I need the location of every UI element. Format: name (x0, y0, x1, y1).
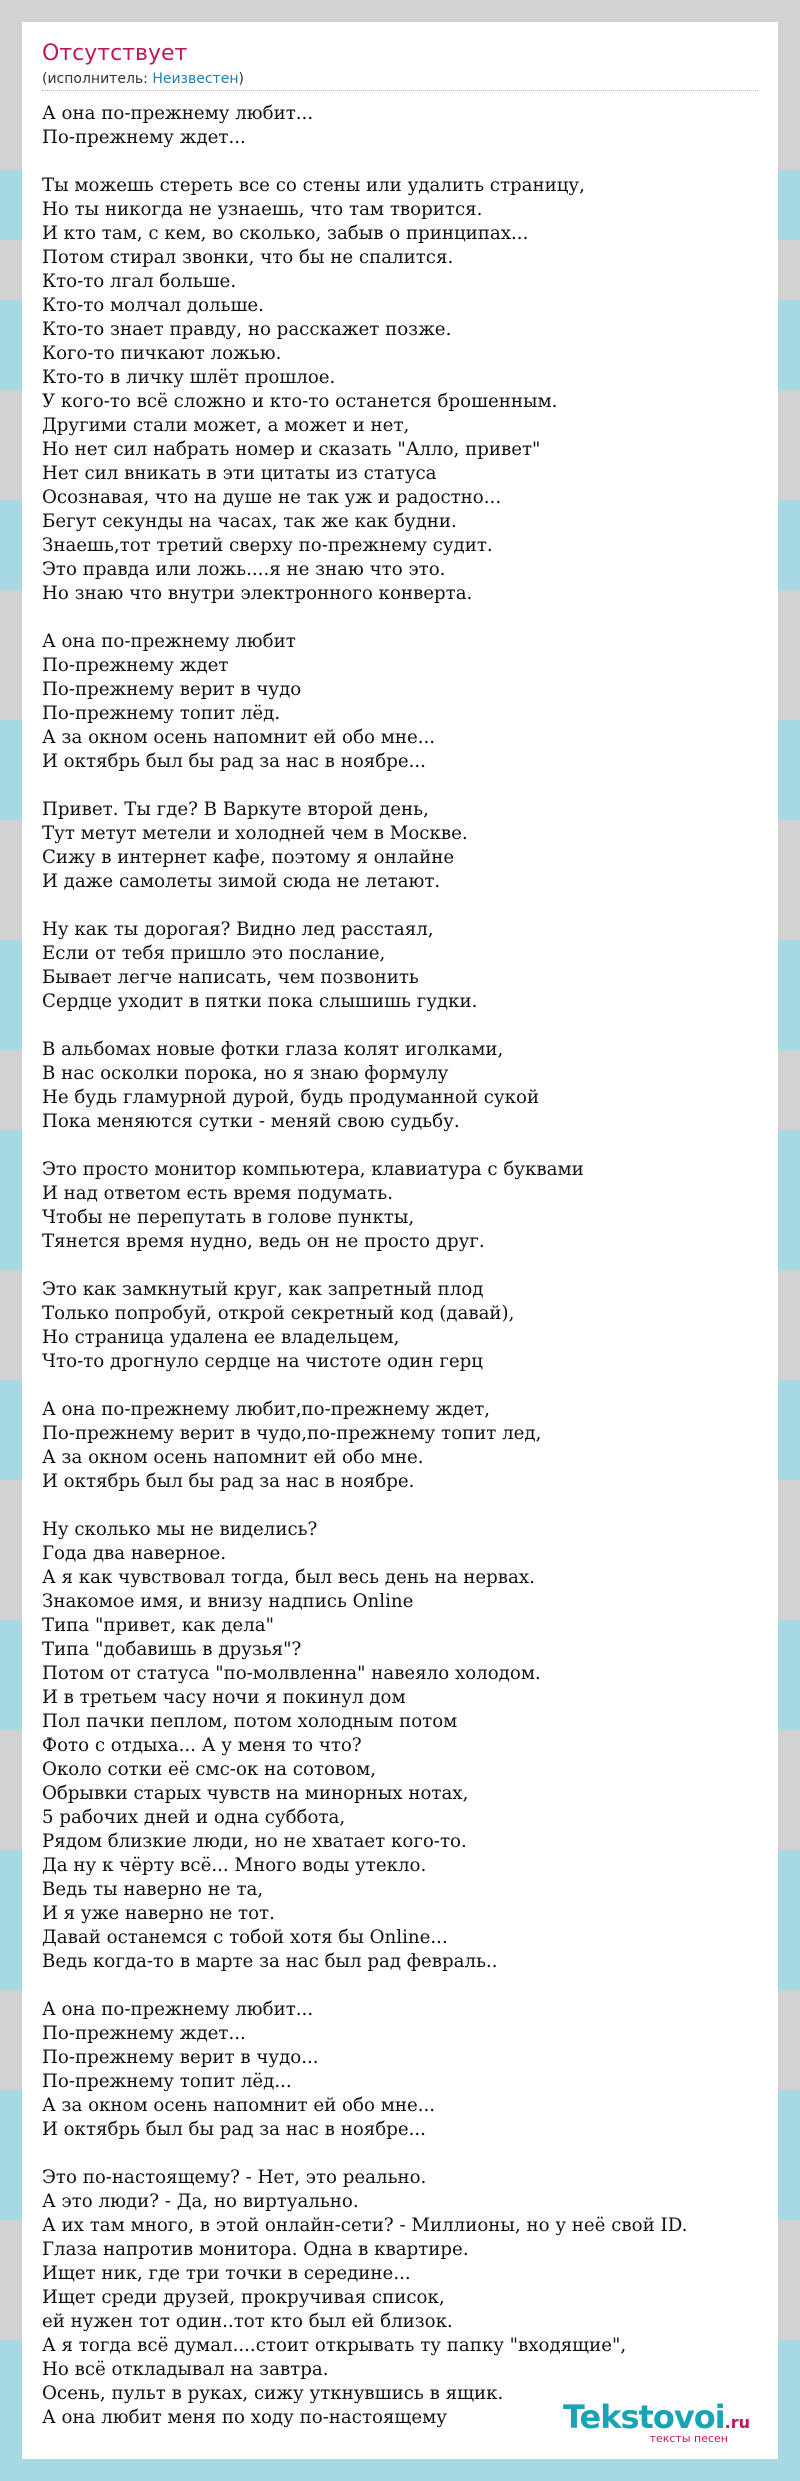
lyric-line: Ну сколько мы не виделись? (42, 1519, 318, 1540)
lyric-line: ей нужен тот один..тот кто был ей близок. (42, 2311, 453, 2332)
lyric-line: Бегут секунды на часах, так же как будни. (42, 511, 457, 532)
lyric-line: Кого-то пичкают ложью. (42, 343, 282, 364)
lyric-line: Ну как ты дорогая? Видно лед расстаял, (42, 919, 434, 940)
logo-name: Tekstovoi (562, 2398, 725, 2436)
lyric-line: А за окном осень напомнит ей обо мне. (42, 1447, 424, 1468)
lyric-line: 5 рабочих дней и одна суббота, (42, 1807, 346, 1828)
lyric-line: Осознавая, что на душе не так уж и радостно... (42, 487, 502, 508)
lyric-line: А она по-прежнему любит... (42, 1999, 314, 2020)
lyric-line: И я уже наверно не тот. (42, 1903, 275, 1924)
song-header (42, 40, 758, 88)
lyric-line: Обрывки старых чувств на минорных нотах, (42, 1783, 469, 1804)
lyrics-stanza (42, 1158, 762, 1254)
lyric-line: А за окном осень напомнит ей обо мне... (42, 727, 436, 748)
lyric-line: По-прежнему ждет (42, 655, 229, 676)
lyric-line: Осень, пульт в руках, сижу уткнувшись в ящик. (42, 2383, 504, 2404)
lyric-line: Если от тебя пришло это послание, (42, 943, 386, 964)
lyrics-stanza (42, 918, 762, 1014)
lyric-line: Кто-то в личку шлёт прошлое. (42, 367, 336, 388)
lyric-line: А это люди? - Да, но виртуально. (42, 2191, 359, 2212)
lyric-line: Кто-то знает правду, но расскажет позже. (42, 319, 452, 340)
lyric-line: Фото с отдыха... А у меня то что? (42, 1735, 362, 1756)
lyric-line: Другими стали может, а может и нет, (42, 415, 410, 436)
lyric-line: А она любит меня по ходу по-настоящему (42, 2407, 447, 2428)
lyric-line: Только попробуй, открой секретный код (давай), (42, 1303, 515, 1324)
lyric-line: Кто-то лгал больше. (42, 271, 237, 292)
lyric-line: А я как чувствовал тогда, был весь день на нервах. (42, 1567, 535, 1588)
lyric-line: Но ты никогда не узнаешь, что там творится. (42, 199, 483, 220)
lyric-line: Это как замкнутый круг, как запретный плод (42, 1279, 484, 1300)
lyric-line: Да ну к чёрту всё... Много воды утекло. (42, 1855, 427, 1876)
lyric-line: И кто там, с кем, во сколько, забыв о принципах... (42, 223, 529, 244)
lyric-line: По-прежнему топит лёд. (42, 703, 281, 724)
lyrics-stanza (42, 1998, 762, 2142)
lyrics-stanza (42, 1518, 762, 1974)
lyric-line: Это просто монитор компьютера, клавиатура с буквами (42, 1159, 584, 1180)
lyric-line: Ищет ник, где три точки в середине... (42, 2263, 411, 2284)
lyric-line: В нас осколки порока, но я знаю формулу (42, 1063, 449, 1084)
performer-link[interactable]: Неизвестен (152, 71, 239, 87)
lyrics-stanza (42, 174, 762, 606)
lyric-line: Тут метут метели и холодней чем в Москве. (42, 823, 468, 844)
lyric-line: Типа "добавишь в друзья"? (42, 1639, 302, 1660)
lyric-line: И даже самолеты зимой сюда не летают. (42, 871, 441, 892)
lyric-line: А я тогда всё думал....стоит открывать ту папку "входящие", (42, 2335, 627, 2356)
lyrics-card (22, 22, 778, 2459)
lyric-line: Это по-настоящему? - Нет, это реально. (42, 2167, 427, 2188)
lyric-line: Знакомое имя, и внизу надпись Online (42, 1591, 414, 1612)
performer-prefix: (исполнитель: (42, 71, 153, 87)
lyric-line: А она по-прежнему любит (42, 631, 296, 652)
lyrics-stanza (42, 1278, 762, 1374)
lyric-line: Бывает легче написать, чем позвонить (42, 967, 419, 988)
lyric-line: В альбомах новые фотки глаза колят иголками, (42, 1039, 504, 1060)
lyric-line: Типа "привет, как дела" (42, 1615, 274, 1636)
lyric-line: А она по-прежнему любит,по-прежнему ждет, (42, 1399, 491, 1420)
lyric-line: Пока меняются сутки - меняй свою судьбу. (42, 1111, 460, 1132)
lyric-line: Сердце уходит в пятки пока слышишь гудки. (42, 991, 478, 1012)
lyrics-stanza (42, 798, 762, 894)
lyric-line: Ты можешь стереть все со стены или удалить страницу, (42, 175, 585, 196)
lyric-line: Потом стирал звонки, что бы не спалится. (42, 247, 454, 268)
lyric-line: Пол пачки пеплом, потом холодным потом (42, 1711, 458, 1732)
lyric-line: Около сотки её смс-ок на сотовом, (42, 1759, 377, 1780)
lyric-line: Давай останемся с тобой хотя бы Online... (42, 1927, 448, 1948)
lyric-line: Но нет сил набрать номер и сказать "Алло, привет" (42, 439, 541, 460)
lyric-line: Это правда или ложь....я не знаю что это. (42, 559, 446, 580)
lyric-line: По-прежнему верит в чудо... (42, 2047, 319, 2068)
site-logo[interactable] (563, 2398, 750, 2445)
logo-tagline: тексты песен (649, 2432, 728, 2445)
lyric-line: Но всё откладывал на завтра. (42, 2359, 329, 2380)
lyric-line: Сижу в интернет кафе, поэтому я онлайне (42, 847, 455, 868)
lyric-line: Года два наверное. (42, 1543, 227, 1564)
lyric-line: Не будь гламурной дурой, будь продуманной сукой (42, 1087, 540, 1108)
lyrics-stanza (42, 2166, 762, 2430)
lyric-line: По-прежнему ждет... (42, 127, 246, 148)
lyrics-stanza (42, 1398, 762, 1494)
lyric-line: Рядом близкие люди, но не хватает кого-то. (42, 1831, 467, 1852)
lyrics-body (42, 102, 762, 2454)
lyric-line: А за окном осень напомнит ей обо мне... (42, 2095, 436, 2116)
lyric-line: У кого-то всё сложно и кто-то останется брошенным. (42, 391, 558, 412)
lyric-line: Ведь ты наверно не та, (42, 1879, 264, 1900)
lyric-line: А она по-прежнему любит... (42, 103, 314, 124)
lyric-line: Привет. Ты где? В Варкуте второй день, (42, 799, 429, 820)
lyrics-stanza (42, 630, 762, 774)
lyric-line: Ищет среди друзей, прокручивая список, (42, 2287, 445, 2308)
lyric-line: Глаза напротив монитора. Одна в квартире. (42, 2239, 469, 2260)
lyric-line: По-прежнему ждет... (42, 2023, 246, 2044)
lyric-line: И октябрь был бы рад за нас в ноябре. (42, 1471, 415, 1492)
lyric-line: Чтобы не перепутать в голове пункты, (42, 1207, 415, 1228)
lyrics-stanza (42, 1038, 762, 1134)
lyric-line: И в третьем часу ночи я покинул дом (42, 1687, 406, 1708)
song-title: Отсутствует (42, 41, 188, 66)
lyric-line: Кто-то молчал дольше. (42, 295, 264, 316)
lyric-line: И октябрь был бы рад за нас в ноябре... (42, 751, 426, 772)
lyric-line: А их там много, в этой онлайн-сети? - Миллионы, но у неё свой ID. (42, 2215, 688, 2236)
lyric-line: Что-то дрогнуло сердце на чистоте один герц (42, 1351, 483, 1372)
header-divider (42, 90, 758, 91)
lyric-line: По-прежнему верит в чудо (42, 679, 302, 700)
lyric-line: Тянется время нудно, ведь он не просто друг. (42, 1231, 485, 1252)
lyric-line: И октябрь был бы рад за нас в ноябре... (42, 2119, 426, 2140)
lyric-line: По-прежнему верит в чудо,по-прежнему топит лед, (42, 1423, 542, 1444)
lyric-line: Но страница удалена ее владельцем, (42, 1327, 400, 1348)
lyrics-stanza (42, 102, 762, 150)
lyric-line: Но знаю что внутри электронного конверта. (42, 583, 473, 604)
performer-suffix: ) (238, 71, 244, 87)
lyric-line: Нет сил вникать в эти цитаты из статуса (42, 463, 437, 484)
lyric-line: И над ответом есть время подумать. (42, 1183, 393, 1204)
lyric-line: По-прежнему топит лёд... (42, 2071, 292, 2092)
lyric-line: Знаешь,тот третий сверху по-прежнему судит. (42, 535, 493, 556)
performer-line (42, 70, 758, 88)
lyric-line: Потом от статуса "по-молвленна" навеяло холодом. (42, 1663, 541, 1684)
lyric-line: Ведь когда-то в марте за нас был рад февраль.. (42, 1951, 498, 1972)
logo-tld: .ru (724, 2413, 750, 2432)
